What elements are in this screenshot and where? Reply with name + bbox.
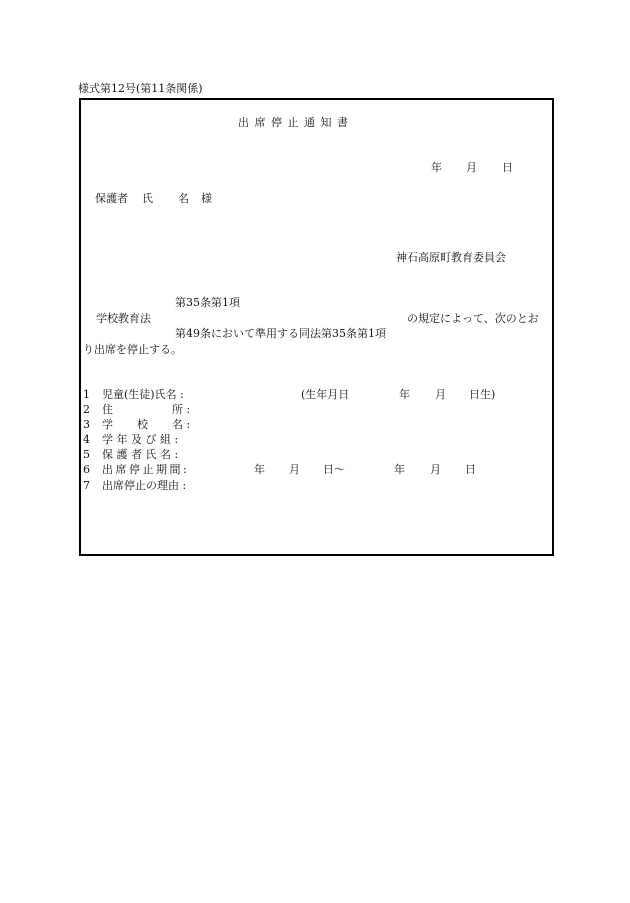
item-number: 2: [83, 403, 90, 416]
item-7: [83, 480, 186, 491]
recipient-sama: 様: [201, 192, 212, 205]
item-label-b: 所 :: [172, 403, 191, 416]
body-right-text: の規定によって、次のとお: [407, 312, 539, 325]
item-4: [83, 434, 178, 445]
law-clause-top: 第35条第1項: [175, 296, 240, 309]
item-number: 6: [83, 463, 90, 476]
birth-day-label: 日生): [469, 388, 496, 401]
recipient-mei: 名: [178, 192, 189, 205]
item-label: 学 年 及 び 組 :: [102, 433, 179, 446]
issuer-name: 神石高原町教育委員会: [396, 251, 506, 264]
birth-month-label: 月: [435, 388, 446, 401]
item-label-c: 名 :: [172, 418, 191, 431]
month-label: 月: [466, 161, 477, 174]
item-number: 1: [83, 388, 90, 401]
item-number: 5: [83, 448, 90, 461]
item-label: 児童(生徒)氏名 :: [102, 388, 184, 401]
period-end-day: 日: [465, 463, 476, 476]
recipient-prefix: 保護者: [95, 192, 128, 205]
item-6: [83, 464, 186, 475]
item-number: 3: [83, 418, 90, 431]
form-label: 様式第12号(第11条関係): [78, 82, 203, 95]
item-number: 4: [83, 433, 90, 446]
item-label-a: 学: [102, 418, 113, 431]
birth-year-label: 年: [399, 388, 410, 401]
item-label-b: 校: [137, 418, 148, 431]
period-end-year: 年: [394, 463, 405, 476]
document-title: 出 席 停 止 通 知 書: [238, 116, 349, 129]
birthdate-label: (生年月日: [301, 388, 350, 401]
item-label: 保 護 者 氏 名 :: [102, 448, 179, 461]
period-start-year: 年: [254, 463, 265, 476]
law-name: 学校教育法: [96, 312, 151, 325]
body-continuation: り出席を停止する。: [83, 343, 182, 356]
period-start-day: 日〜: [323, 463, 345, 476]
item-number: 7: [83, 479, 90, 492]
period-start-month: 月: [289, 463, 300, 476]
item-5: [83, 449, 178, 460]
year-label: 年: [431, 161, 442, 174]
item-label: 出席停止の理由 :: [102, 479, 187, 492]
item-label-a: 住: [102, 403, 113, 416]
day-label: 日: [502, 161, 513, 174]
item-2: [83, 404, 113, 415]
recipient-shi: 氏: [142, 192, 153, 205]
item-1: [83, 389, 184, 400]
date-line: [431, 162, 442, 173]
period-end-month: 月: [430, 463, 441, 476]
item-3: [83, 419, 113, 430]
item-label: 出 席 停 止 期 間 :: [102, 463, 187, 476]
law-clause-bottom: 第49条において準用する同法第35条第1項: [175, 327, 386, 340]
